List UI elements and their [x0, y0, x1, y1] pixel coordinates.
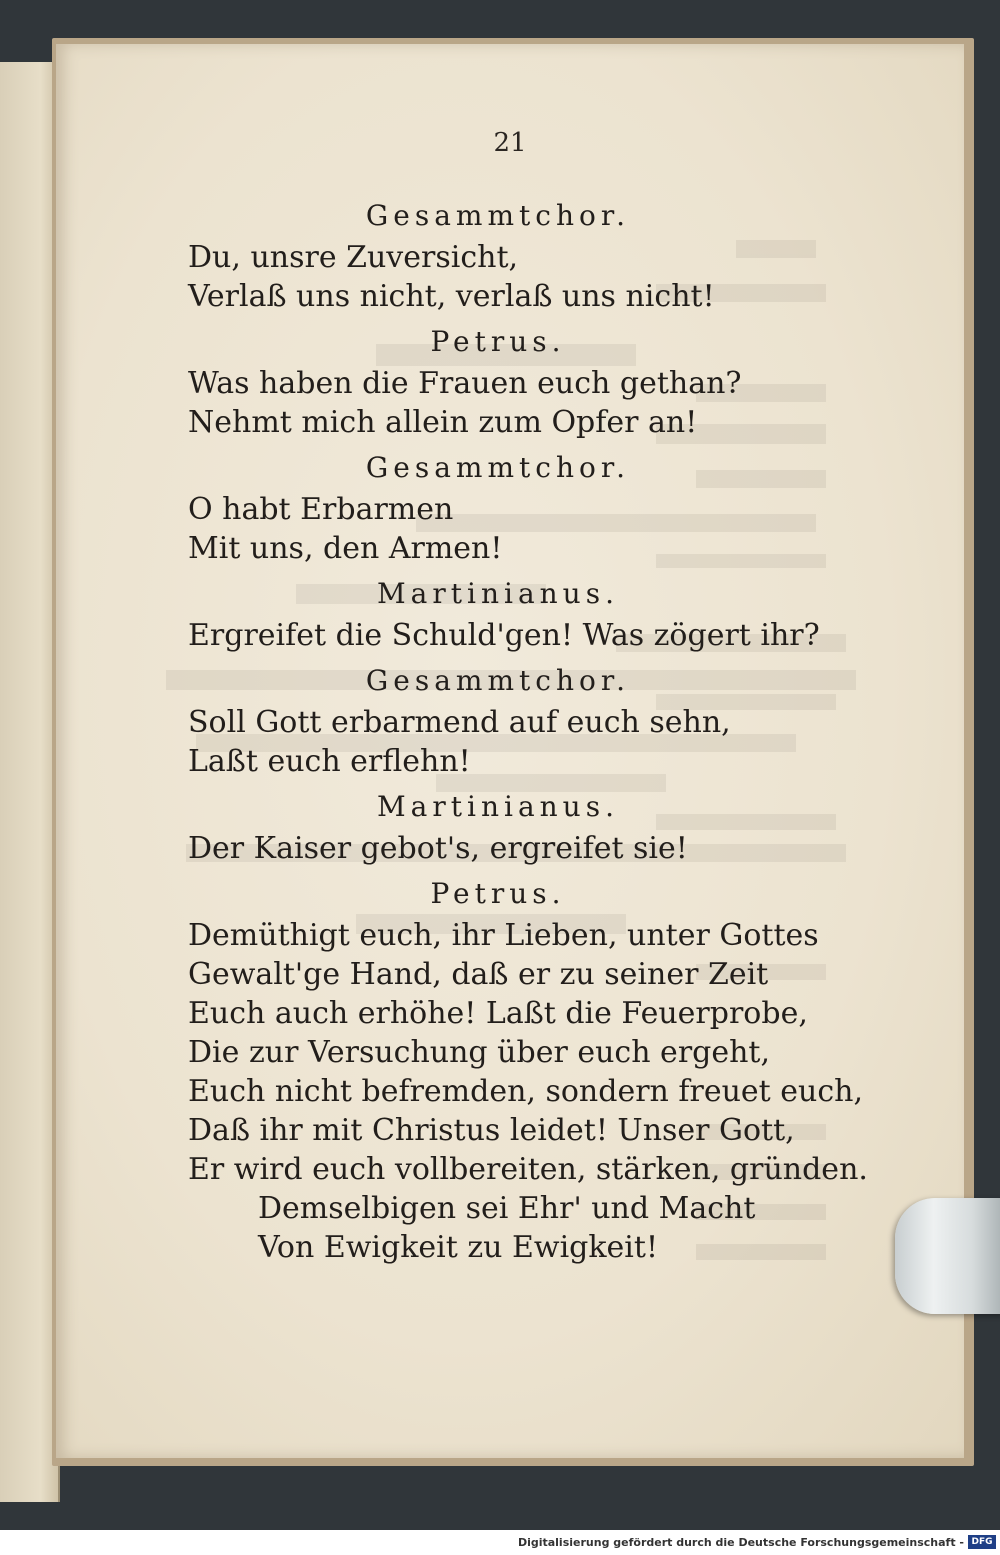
footer-bar: [0, 1530, 1000, 1555]
verse-line: Soll Gott erbarmend auf euch sehn,: [188, 705, 731, 740]
verse-line: Daß ihr mit Christus leidet! Unser Gott,: [188, 1113, 795, 1148]
book-page: [56, 44, 964, 1458]
verse-line: Ergreifet die Schuld'gen! Was zögert ihr?: [188, 618, 820, 653]
dialogue-block: [188, 872, 868, 1267]
verse-line: Euch nicht befremden, sondern freuet euch,: [188, 1074, 863, 1109]
verse-line: Demüthigt euch, ihr Lieben, unter Gottes: [188, 918, 819, 953]
verse-line: Der Kaiser gebot's, ergreifet sie!: [188, 831, 688, 866]
speaker-heading: Petrus.: [430, 877, 566, 910]
verse-line: O habt Erbarmen: [188, 492, 454, 527]
funding-credit: Digitalisierung gefördert durch die Deutsche Forschungsgemeinschaft -: [517, 1536, 964, 1549]
dialogue-block: [188, 785, 748, 868]
speaker-heading: Martinianus.: [377, 790, 619, 823]
page-number: 21: [493, 128, 527, 158]
dialogue-block: [188, 194, 748, 316]
verse-line: Die zur Versuchung über euch ergeht,: [188, 1035, 771, 1070]
verse-line: Laßt euch erflehn!: [188, 744, 471, 779]
speaker-heading: Martinianus.: [377, 577, 619, 610]
page-text: [188, 194, 868, 1267]
verse-line: Euch auch erhöhe! Laßt die Feuerprobe,: [188, 996, 808, 1031]
dfg-logo: DFG: [968, 1535, 996, 1549]
verse-line: Verlaß uns nicht, verlaß uns nicht!: [188, 279, 715, 314]
dialogue-block: [188, 320, 748, 442]
previous-page-edge: [0, 62, 60, 1502]
verse-line: Gewalt'ge Hand, daß er zu seiner Zeit: [188, 957, 769, 992]
page-clamp: [895, 1198, 1000, 1314]
speaker-heading: Petrus.: [430, 325, 566, 358]
verse-line: Mit uns, den Armen!: [188, 531, 503, 566]
dialogue-block: [188, 572, 820, 655]
speaker-heading: Gesammtchor.: [365, 451, 631, 484]
dialogue-block: [188, 659, 748, 781]
verse-line-indented: Demselbigen sei Ehr' und Macht: [258, 1191, 756, 1226]
verse-line-indented: Von Ewigkeit zu Ewigkeit!: [258, 1230, 659, 1265]
verse-line: Nehmt mich allein zum Opfer an!: [188, 405, 698, 440]
dialogue-block: [188, 446, 748, 568]
speaker-heading: Gesammtchor.: [365, 664, 631, 697]
verse-line: Du, unsre Zuversicht,: [188, 240, 519, 275]
verse-line: Was haben die Frauen euch gethan?: [188, 366, 742, 401]
speaker-heading: Gesammtchor.: [365, 199, 631, 232]
verse-line: Er wird euch vollbereiten, stärken, gründen.: [188, 1152, 868, 1187]
